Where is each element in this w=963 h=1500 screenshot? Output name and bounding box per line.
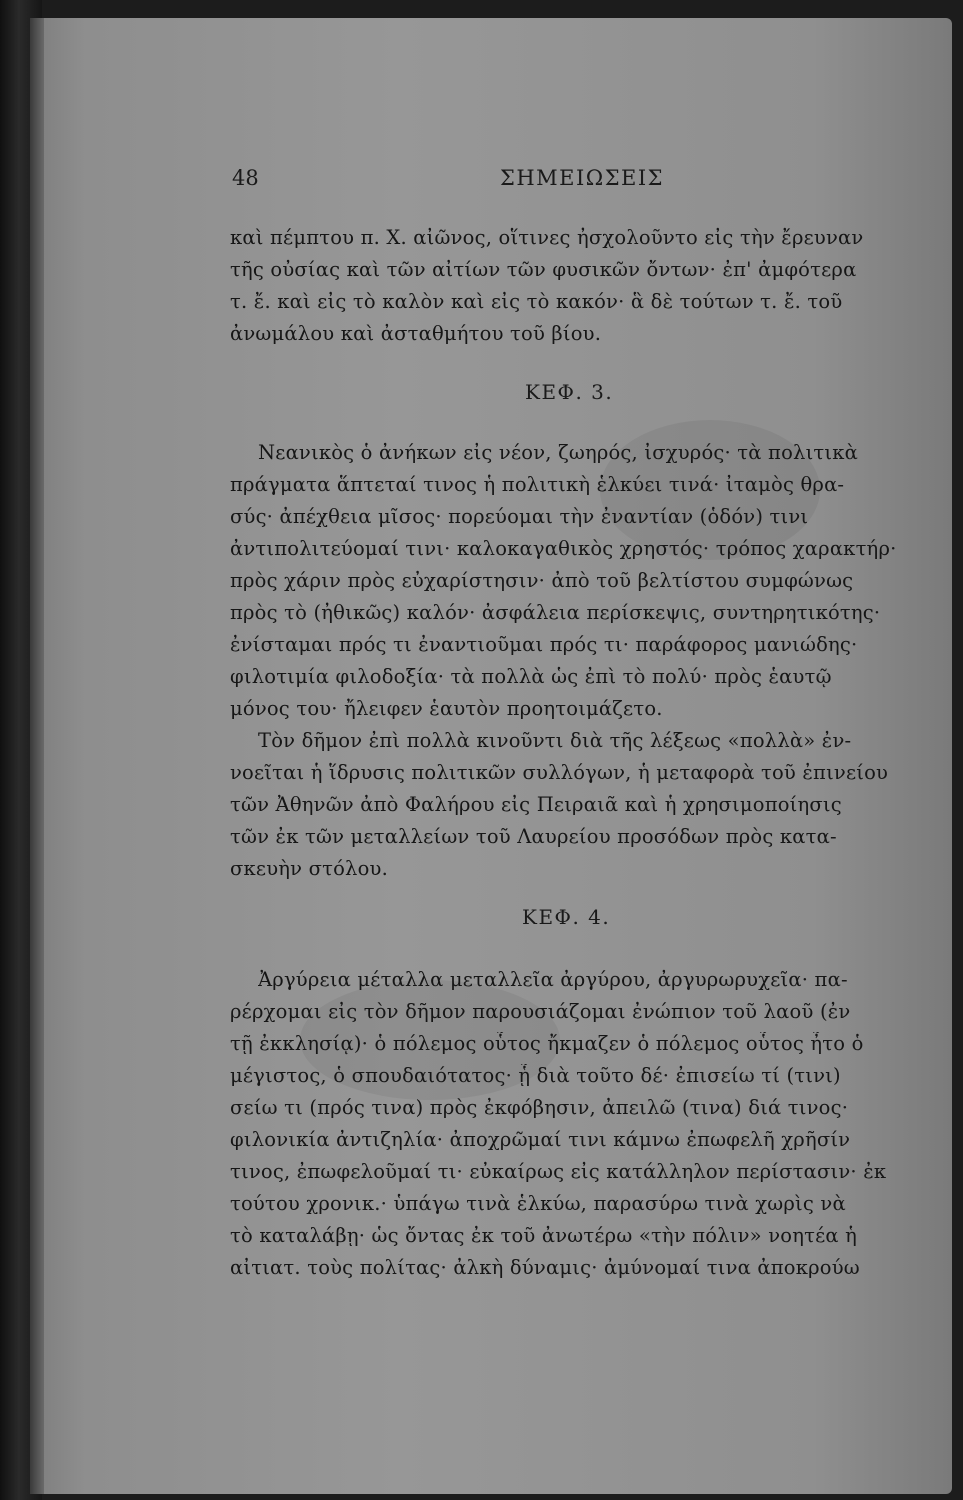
text-line: ρέρχομαι εἰς τὸν δῆμον παρουσιάζομαι ἐνώπιον τοῦ λαοῦ (ἐν — [230, 1000, 851, 1023]
text-line: ἀνωμάλου καὶ ἀσταθμήτου τοῦ βίου. — [230, 322, 602, 345]
text-line: Ἀργύρεια μέταλλα μεταλλεῖα ἀργύρου, ἀργυρωρυχεῖα· πα- — [258, 968, 848, 991]
page-gutter-shadow — [30, 18, 44, 1494]
chapter-heading: ΚΕΦ. 3. — [525, 380, 614, 404]
text-line: τὸ καταλάβῃ· ὡς ὄντας ἐκ τοῦ ἀνωτέρω «τὴν πόλιν» νοητέα ἡ — [230, 1224, 858, 1247]
text-line: σείω τι (πρός τινα) πρὸς ἐκφόβησιν, ἀπειλῶ (τινα) διά τινος· — [230, 1096, 849, 1119]
text-line: ἀντιπολιτεύομαί τινι· καλοκαγαθικὸς χρηστός· τρόπος χαρακτήρ· — [230, 537, 897, 560]
text-line: τῇ ἐκκλησίᾳ)· ὁ πόλεμος οὗτος ἤκμαζεν ὁ πόλεμος οὗτος ἦτο ὁ — [230, 1032, 864, 1055]
text-line: μέγιστος, ὁ σπουδαιότατος· ᾗ διὰ τοῦτο δέ· ἐπισείω τί (τινι) — [230, 1064, 841, 1087]
running-title: ΣΗΜΕΙΩΣΕΙΣ — [500, 166, 665, 190]
text-line: σύς· ἀπέχθεια μῖσος· πορεύομαι τὴν ἐναντίαν (ὁδόν) τινι — [230, 505, 809, 528]
text-line: φιλοτιμία φιλοδοξία· τὰ πολλὰ ὡς ἐπὶ τὸ πολύ· πρὸς ἑαυτῷ — [230, 665, 832, 688]
text-line: τῶν ἐκ τῶν μεταλλείων τοῦ Λαυρείου προσόδων πρὸς κατα- — [230, 825, 837, 848]
text-line: τούτου χρονικ.· ὑπάγω τινὰ ἑλκύω, παρασύρω τινὰ χωρὶς νὰ — [230, 1192, 846, 1215]
text-line: πρὸς τὸ (ἠθικῶς) καλόν· ἀσφάλεια περίσκεψις, συντηρητικότης· — [230, 601, 881, 624]
text-line: ἐνίσταμαι πρός τι ἐναντιοῦμαι πρός τι· παράφορος μανιώδης· — [230, 633, 858, 656]
text-line: πράγματα ἅπτεταί τινος ἡ πολιτικὴ ἑλκύει τινά· ἰταμὸς θρα- — [230, 473, 845, 496]
text-line: πρὸς χάριν πρὸς εὐχαρίστησιν· ἀπὸ τοῦ βελτίστου συμφώνως — [230, 569, 854, 592]
text-line: τινος, ἐπωφελοῦμαί τι· εὐκαίρως εἰς κατάλληλον περίστασιν· ἐκ — [230, 1160, 887, 1183]
text-line: καὶ πέμπτου π. Χ. αἰῶνος, οἵτινες ἠσχολοῦντο εἰς τὴν ἔρευναν — [230, 226, 864, 249]
text-line: Νεανικὸς ὁ ἀνήκων εἰς νέον, ζωηρός, ἰσχυρός· τὰ πολιτικὰ — [258, 441, 859, 464]
text-line: τῆς οὐσίας καὶ τῶν αἰτίων τῶν φυσικῶν ὄντων· ἐπ' ἀμφότερα — [230, 258, 857, 281]
text-line: φιλονικία ἀντιζηλία· ἀποχρῶμαί τινι κάμνω ἐπωφελῆ χρῆσίν — [230, 1128, 851, 1151]
text-line: μόνος του· ἤλειφεν ἑαυτὸν προητοιμάζετο. — [230, 697, 663, 720]
text-line: σκευὴν στόλου. — [230, 857, 388, 880]
chapter-heading: ΚΕΦ. 4. — [522, 905, 611, 929]
text-line: τ. ἔ. καὶ εἰς τὸ καλὸν καὶ εἰς τὸ κακόν· ἃ δὲ τούτων τ. ἔ. τοῦ — [230, 290, 843, 313]
text-line: νοεῖται ἡ ἵδρυσις πολιτικῶν συλλόγων, ἡ μεταφορὰ τοῦ ἐπινείου — [230, 761, 889, 784]
page-number: 48 — [232, 166, 259, 190]
text-line: Τὸν δῆμον ἐπὶ πολλὰ κινοῦντι διὰ τῆς λέξεως «πολλὰ» ἐν- — [258, 729, 852, 752]
text-line: τῶν Ἀθηνῶν ἀπὸ Φαλήρου εἰς Πειραιᾶ καὶ ἡ χρησιμοποίησις — [230, 793, 842, 816]
text-line: αἰτιατ. τοὺς πολίτας· ἀλκὴ δύναμις· ἀμύνομαί τινα ἀποκρούω — [230, 1256, 860, 1279]
